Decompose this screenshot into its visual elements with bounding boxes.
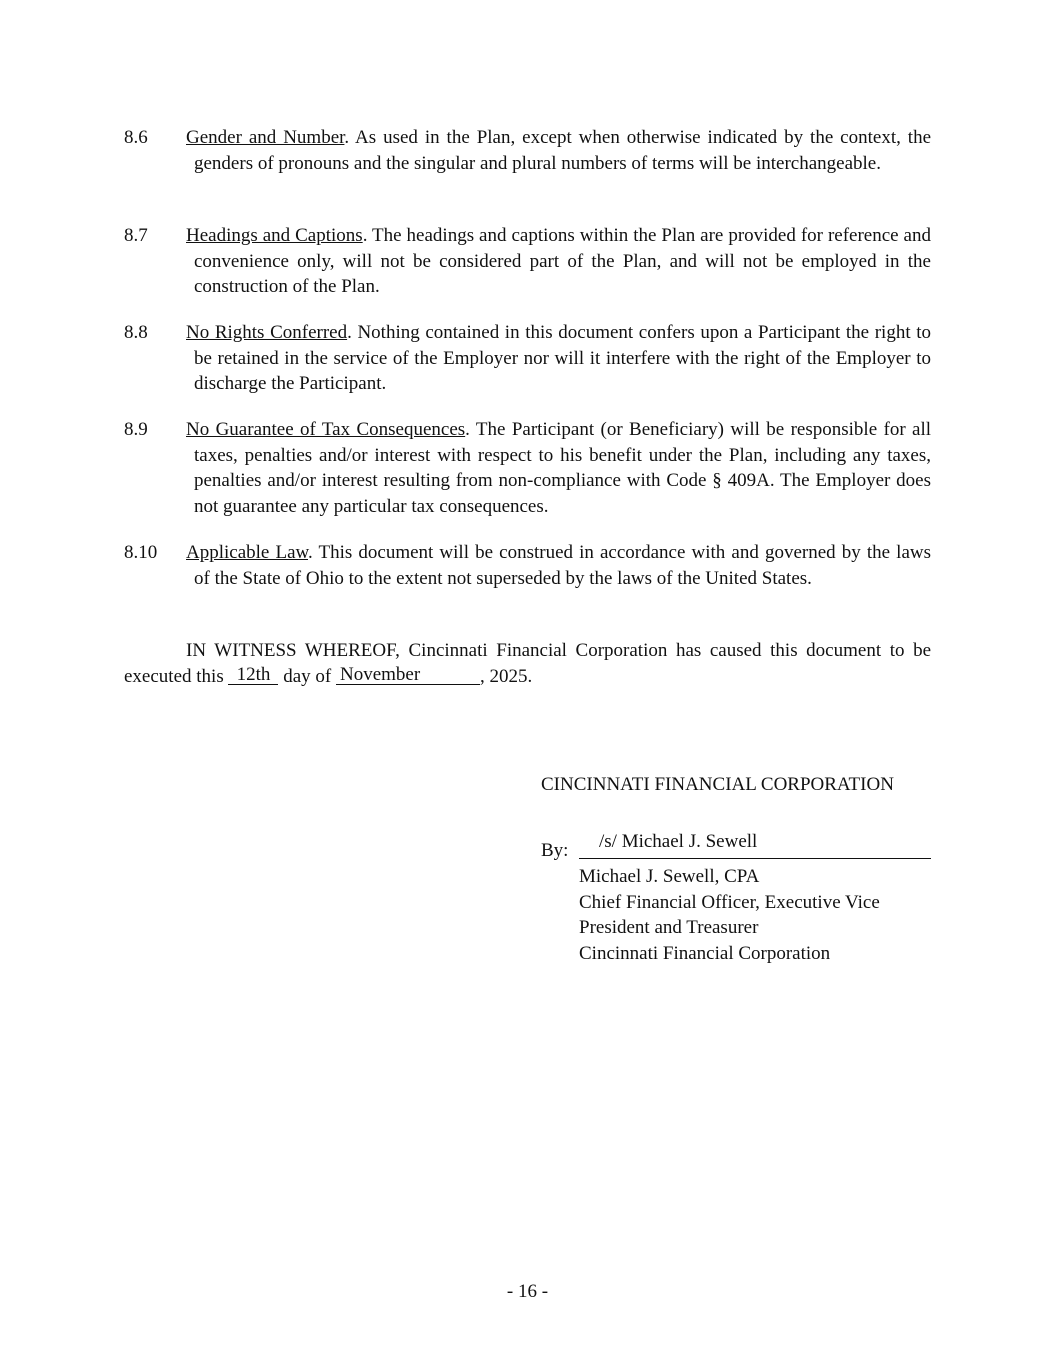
section-text: . Nothing contained in this document confers upon a Participant the right to be retained in the service of the Employer nor will it interfere with the right of the Employer to discharge the Participant. (194, 322, 931, 394)
signatory-name: Michael J. Sewell, CPA (579, 866, 760, 887)
section-heading: No Rights Conferred (186, 322, 348, 343)
section-text: . The headings and captions within the Plan are provided for reference and convenience only, will not be considered part of the Plan, and will not be employed in the construction of the Plan. (194, 225, 931, 297)
page-number: - 16 - (506, 1281, 549, 1302)
signatory-title: Chief Financial Officer, Executive Vice (579, 891, 880, 913)
section-number: 8.9 (124, 419, 148, 440)
section-heading: Applicable Law (186, 542, 308, 563)
witness-text: day of (278, 665, 336, 687)
signature-line (579, 833, 931, 859)
by-label: By: (541, 840, 569, 861)
section-number: 8.10 (124, 542, 158, 563)
signature: /s/ Michael J. Sewell (599, 831, 758, 852)
section-8-7 (124, 223, 931, 300)
witness-clause (124, 638, 931, 689)
section-heading: No Guarantee of Tax Consequences (186, 419, 466, 440)
section-number: 8.6 (124, 127, 148, 148)
section-8-6 (124, 125, 931, 176)
section-8-10 (124, 540, 931, 591)
section-heading: Gender and Number (186, 127, 345, 148)
section-8-9 (124, 417, 932, 519)
section-heading: Headings and Captions (186, 225, 363, 246)
month-field: November (336, 666, 480, 685)
section-number: 8.8 (124, 322, 148, 343)
section-text: . As used in the Plan, except when otherwise indicated by the context, the genders of pronouns and the singular and plural numbers of terms will be interchangeable. (194, 127, 931, 174)
section-text: . The Participant (or Beneficiary) will be responsible for all taxes, penalties and/or interest with respect to his benefit under the Plan, including any taxes, penalties and/or interest resulting from non-compliance with Code § 409A. The Employer does not guarantee any particular tax consequences. (194, 419, 932, 517)
signatory-org: Cincinnati Financial Corporation (579, 942, 831, 964)
section-number: 8.7 (124, 225, 148, 246)
signatory-details (579, 864, 880, 966)
witness-text: IN WITNESS WHEREOF, Cincinnati Financial Corporation has caused this document to be executed this (124, 640, 931, 687)
section-text: . This document will be construed in accordance with and governed by the laws of the State of Ohio to the extent not superseded by the laws of the United States. (194, 542, 931, 589)
company-name: CINCINNATI FINANCIAL CORPORATION (541, 774, 894, 795)
day-field: 12th (228, 666, 278, 685)
signatory-title: President and Treasurer (579, 917, 759, 938)
section-8-8 (124, 320, 931, 397)
witness-text: , 2025. (479, 665, 533, 687)
